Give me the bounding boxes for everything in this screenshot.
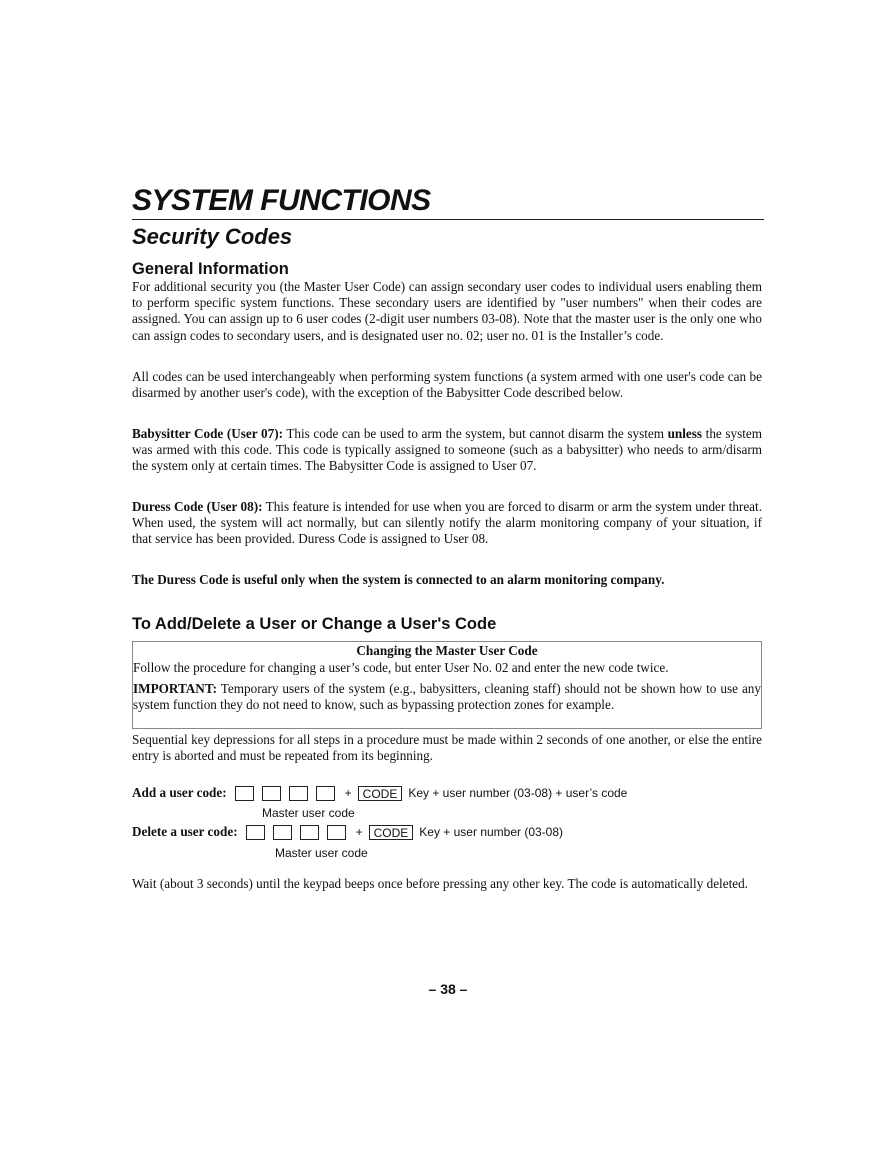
code-key-icon: CODE	[358, 786, 403, 801]
add-user-code-label: Add a user code:	[132, 785, 227, 800]
code-key-icon: CODE	[369, 825, 414, 840]
plus-sign: +	[344, 786, 352, 800]
delete-sequence-text: Key + user number (03-08)	[419, 825, 564, 839]
duress-code-note: The Duress Code is useful only when the system is connected to an alarm monitoring company.	[132, 572, 665, 587]
duress-code-text: This feature is intended for use when you are forced to disarm or arm the system under threat. When used, the system will act normally, but can silently notify the alarm monitoring company of your situation, if that service has been provided. Duress Code is assigned to User 08.	[132, 499, 762, 547]
delete-master-code-caption: Master user code	[275, 846, 368, 860]
chapter-divider	[132, 219, 764, 220]
add-master-code-caption: Master user code	[262, 806, 355, 820]
code-digit-box	[327, 825, 346, 840]
duress-code-paragraph	[132, 499, 762, 548]
add-user-code-sequence	[132, 783, 627, 803]
important-text: Temporary users of the system (e.g., babysitters, cleaning staff) should not be shown how to use any system function they do not need to know, such as bypassing protection zones for example.	[133, 681, 761, 713]
sequential-keys-paragraph: Sequential key depressions for all steps in a procedure must be made within 2 seconds of one another, or else the entire entry is aborted and must be repeated from its beginning.	[132, 732, 762, 764]
delete-user-code-sequence	[132, 822, 563, 842]
code-digit-box	[289, 786, 308, 801]
chapter-title: SYSTEM FUNCTIONS	[132, 184, 431, 217]
plus-sign: +	[355, 825, 363, 839]
babysitter-code-unless: unless	[667, 426, 703, 441]
code-digit-box	[262, 786, 281, 801]
babysitter-code-text-2: the system was armed with this code. This code is typically assigned to someone (such as a babysitter) who needs to arm/disarm the system only at certain times. The Babysitter Code is assigned to User 07.	[132, 426, 763, 474]
babysitter-code-paragraph	[132, 426, 762, 475]
page-number: – 38 –	[428, 981, 468, 997]
interchangeable-codes-paragraph: All codes can be used interchangeably when performing system functions (a system armed with one user's code can be disarmed by another user's code), with the exception of the Babysitter Code described below.	[132, 369, 762, 401]
code-digit-box	[273, 825, 292, 840]
code-digit-box	[235, 786, 254, 801]
babysitter-code-label: Babysitter Code (User 07):	[132, 426, 283, 441]
duress-code-label: Duress Code (User 08):	[132, 499, 263, 514]
add-delete-user-heading: To Add/Delete a User or Change a User's Code	[132, 615, 497, 633]
section-title: Security Codes	[132, 224, 293, 249]
general-information-heading: General Information	[132, 260, 289, 278]
delete-user-code-label: Delete a user code:	[132, 824, 238, 839]
important-label: IMPORTANT:	[133, 681, 218, 696]
general-info-paragraph: For additional security you (the Master User Code) can assign secondary user codes to individual users enabling them to perform specific system functions. These secondary users are identified by "user numbers" when their codes are assigned. You can assign up to 6 user codes (2-digit user numbers 03-08). Note that the master user is the only one who can assign codes to secondary users, and is designated user no. 02; user no. 01 is the Installer’s code.	[132, 279, 762, 343]
code-digit-box	[316, 786, 335, 801]
master-code-box-title: Changing the Master User Code	[356, 643, 538, 658]
add-sequence-text: Key + user number (03-08) + user’s code	[408, 786, 628, 800]
master-code-box-text: Follow the procedure for changing a user’s code, but enter User No. 02 and enter the new code twice.	[133, 660, 669, 675]
important-note	[133, 681, 761, 713]
babysitter-code-text-1: This code can be used to arm the system, but cannot disarm the system	[286, 426, 664, 441]
master-code-notice-box	[132, 641, 762, 729]
wait-paragraph: Wait (about 3 seconds) until the keypad beeps once before pressing any other key. The code is automatically deleted.	[132, 876, 748, 891]
code-digit-box	[300, 825, 319, 840]
code-digit-box	[246, 825, 265, 840]
